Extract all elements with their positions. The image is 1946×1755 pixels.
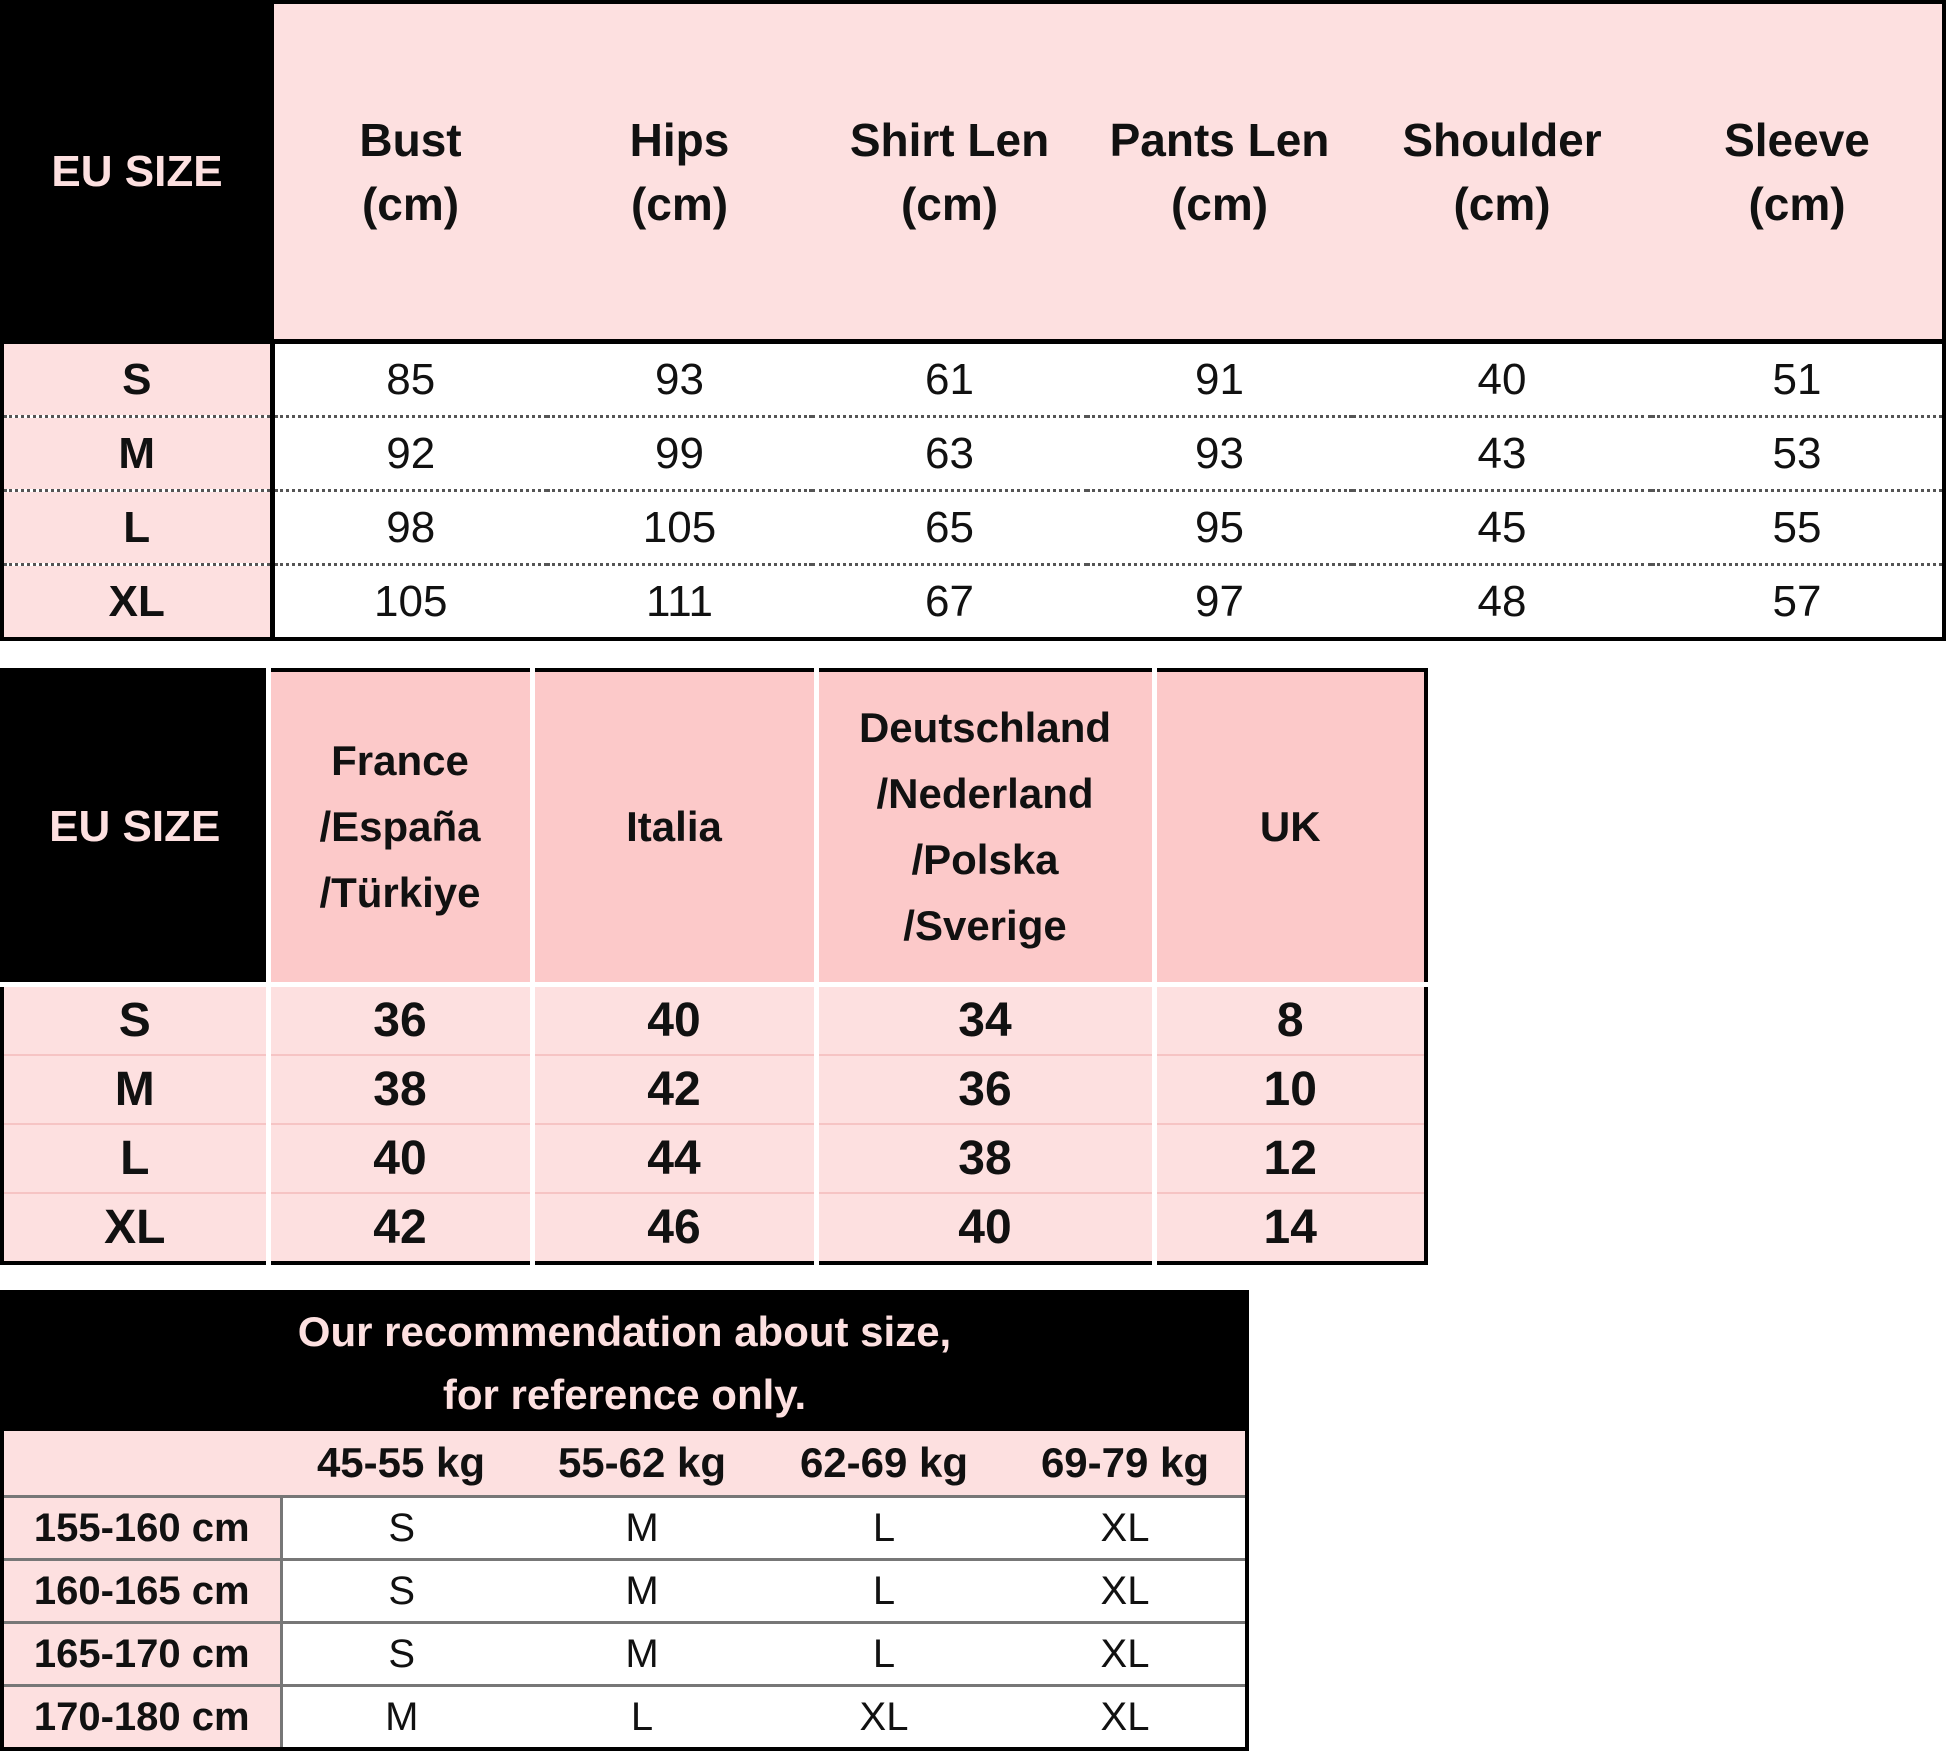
table-cell: 85 <box>272 342 547 417</box>
table-cell: 40 <box>816 1193 1154 1263</box>
size-label: S <box>2 342 272 417</box>
table-cell: 12 <box>1154 1124 1426 1193</box>
uk-header: UK <box>1154 670 1426 985</box>
table-row <box>2 417 1944 491</box>
weight-header: 69-79 kg <box>1005 1431 1247 1497</box>
table-cell: 40 <box>1352 342 1652 417</box>
shoulder-header: Shoulder (cm) <box>1352 2 1652 342</box>
size-label: M <box>2 417 272 491</box>
table-cell: XL <box>859 1694 909 1739</box>
table-cell: 8 <box>1154 985 1426 1056</box>
size-label: S <box>2 985 268 1056</box>
table-row <box>2 565 1944 640</box>
weight-header: 62-69 kg <box>763 1431 1005 1497</box>
table-cell: 63 <box>812 417 1087 491</box>
table-cell: 98 <box>272 491 547 565</box>
france-spain-turkey-header: France /España /Türkiye <box>268 670 532 985</box>
table-cell: 93 <box>547 342 812 417</box>
table-row <box>2 1686 1247 1750</box>
size-label: L <box>2 1124 268 1193</box>
weight-header: 45-55 kg <box>281 1431 521 1497</box>
table-cell: 45 <box>1352 491 1652 565</box>
table-cell: 65 <box>812 491 1087 565</box>
measurements-header-row <box>2 2 1944 342</box>
table-cell: XL <box>1005 1623 1247 1686</box>
blank-corner <box>2 1431 281 1497</box>
table-cell: 36 <box>816 1055 1154 1124</box>
table-cell: 10 <box>1154 1055 1426 1124</box>
sleeve-header: Sleeve (cm) <box>1652 2 1944 342</box>
table-cell: 97 <box>1195 576 1244 626</box>
table-cell: XL <box>1005 1560 1247 1623</box>
table-cell: 67 <box>925 576 974 626</box>
table-cell: 92 <box>272 417 547 491</box>
table-cell: 34 <box>816 985 1154 1056</box>
table-cell: 55 <box>1652 491 1944 565</box>
table-row <box>2 1055 1426 1124</box>
table-cell: 40 <box>532 985 816 1056</box>
table-row <box>2 1560 1247 1623</box>
table-cell: L <box>763 1623 1005 1686</box>
table-cell: XL <box>1005 1497 1247 1560</box>
weight-header-row <box>2 1431 1247 1497</box>
table-cell: M <box>385 1694 419 1739</box>
weight-header: 55-62 kg <box>521 1431 763 1497</box>
measurements-table <box>0 0 1946 641</box>
table-cell: 61 <box>812 342 1087 417</box>
hips-header: Hips (cm) <box>547 2 812 342</box>
table-cell: 38 <box>268 1055 532 1124</box>
table-cell: L <box>763 1560 1005 1623</box>
table-cell: 105 <box>374 576 448 626</box>
italia-header: Italia <box>532 670 816 985</box>
table-cell: 42 <box>268 1193 532 1263</box>
table-cell: 99 <box>547 417 812 491</box>
table-row <box>2 985 1426 1056</box>
table-cell: 57 <box>1772 576 1822 626</box>
table-cell: S <box>281 1497 521 1560</box>
height-label: 165-170 cm <box>2 1623 281 1686</box>
recommendation-title: Our recommendation about size, for reference only. <box>2 1292 1247 1431</box>
table-cell: 91 <box>1087 342 1352 417</box>
table-row <box>2 1124 1426 1193</box>
table-cell: 51 <box>1652 342 1944 417</box>
table-cell: M <box>521 1623 763 1686</box>
bust-header: Bust (cm) <box>272 2 547 342</box>
eu-size-header: EU SIZE <box>2 670 268 985</box>
de-nl-pl-se-header: Deutschland /Nederland /Polska /Sverige <box>816 670 1154 985</box>
table-cell: 105 <box>547 491 812 565</box>
country-header-row <box>2 670 1426 985</box>
country-size-table <box>0 668 1428 1265</box>
height-label: 155-160 cm <box>2 1497 281 1560</box>
table-cell: 111 <box>646 576 713 626</box>
table-cell: M <box>521 1497 763 1560</box>
table-cell: 14 <box>1154 1193 1426 1263</box>
recommendation-title-row <box>2 1292 1247 1431</box>
table-cell: 43 <box>1352 417 1652 491</box>
height-label: 160-165 cm <box>2 1560 281 1623</box>
table-row <box>2 342 1944 417</box>
table-row <box>2 491 1944 565</box>
table-cell: 44 <box>532 1124 816 1193</box>
eu-size-header: EU SIZE <box>2 2 272 342</box>
table-cell: 53 <box>1652 417 1944 491</box>
table-cell: 36 <box>268 985 532 1056</box>
table-cell: S <box>281 1623 521 1686</box>
table-cell: M <box>521 1560 763 1623</box>
table-cell: 48 <box>1477 576 1527 626</box>
table-cell: L <box>630 1694 654 1739</box>
size-label: L <box>2 491 272 565</box>
table-cell: 93 <box>1087 417 1352 491</box>
table-cell: S <box>281 1560 521 1623</box>
table-cell: 40 <box>268 1124 532 1193</box>
shirt-len-header: Shirt Len (cm) <box>812 2 1087 342</box>
height-label: 170-180 cm <box>2 1686 281 1750</box>
table-row <box>2 1497 1247 1560</box>
table-cell: 95 <box>1087 491 1352 565</box>
table-cell: XL <box>1100 1694 1150 1739</box>
table-cell: 38 <box>816 1124 1154 1193</box>
table-row <box>2 1193 1426 1263</box>
size-label: XL <box>2 1193 268 1263</box>
table-row <box>2 1623 1247 1686</box>
size-label: XL <box>2 565 272 640</box>
table-cell: 42 <box>532 1055 816 1124</box>
size-label: M <box>2 1055 268 1124</box>
recommendation-table <box>0 1290 1249 1751</box>
table-cell: 46 <box>532 1193 816 1263</box>
pants-len-header: Pants Len (cm) <box>1087 2 1352 342</box>
table-cell: L <box>763 1497 1005 1560</box>
